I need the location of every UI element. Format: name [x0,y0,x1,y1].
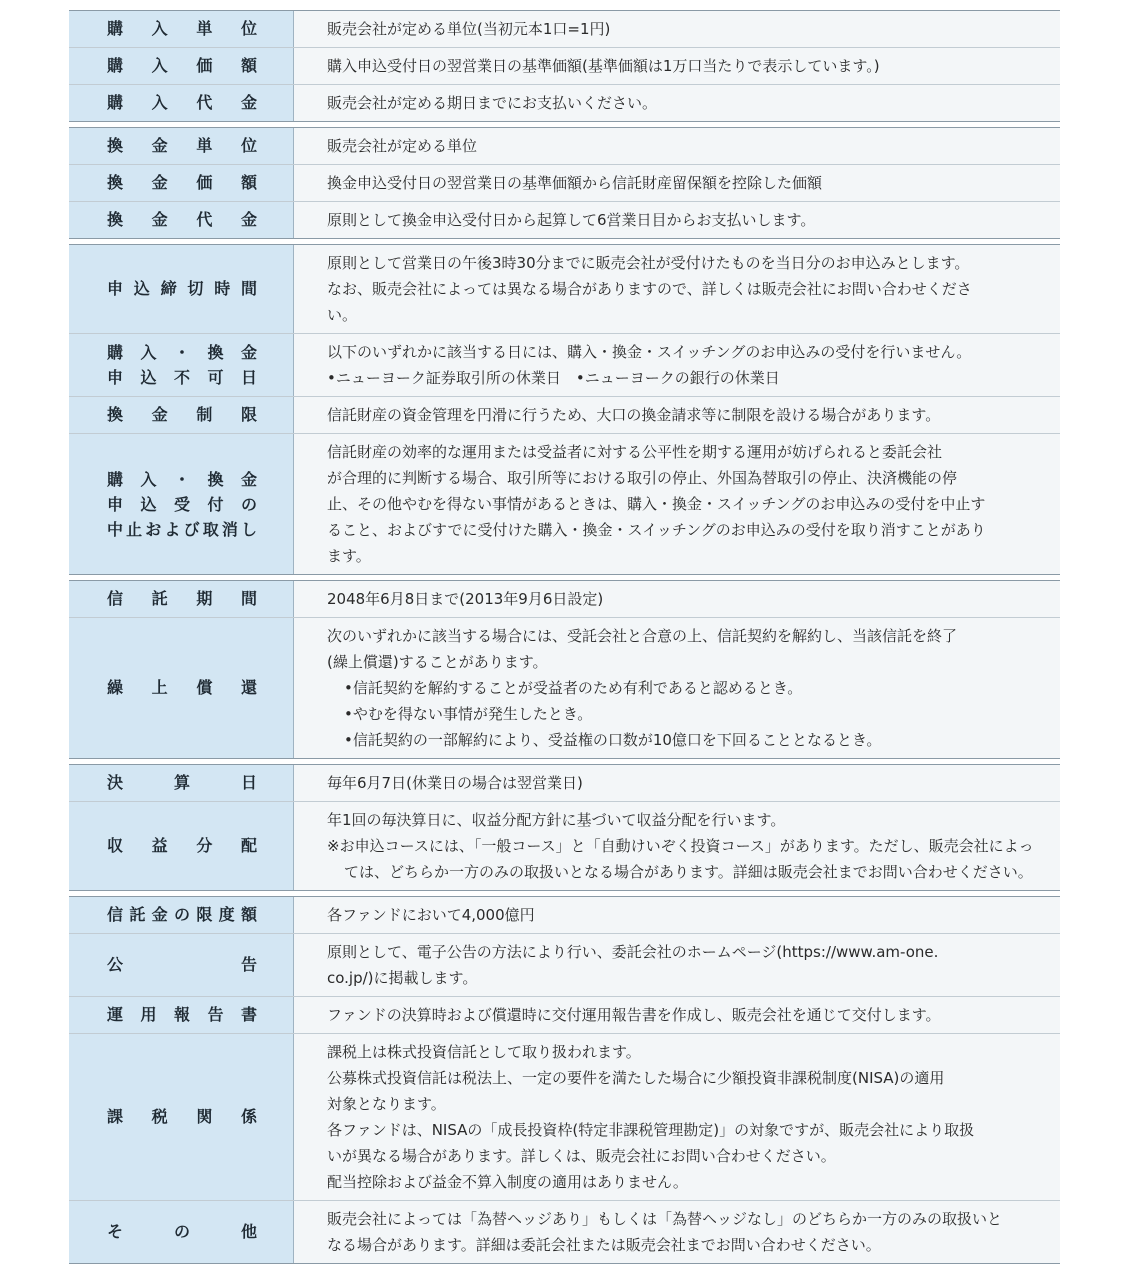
list-item: •やむを得ない事情が発生したとき。 [344,705,593,723]
row-content-line: 原則として営業日の午後3時30分までに販売会社が受付けたものを当日分のお申込みとします。 [327,254,970,272]
row-content [294,765,1060,801]
row-label-line: 購 入 代 金 [107,93,257,112]
row-content-line: 2048年6月8日まで(2013年9月6日設定) [327,590,604,608]
row-content [294,397,1060,433]
row-content [294,802,1060,890]
row-label [69,202,294,238]
row-content [294,202,1060,238]
row-content-line: 次のいずれかに該当する場合には、受託会社と合意の上、信託契約を解約し、当該信託を終了 [327,627,958,645]
row-content-line: 販売会社が定める単位(当初元本1口=1円) [327,20,611,38]
row-content [294,581,1060,617]
table-row [69,11,1060,48]
row-content-line: 換金申込受付日の翌営業日の基準価額から信託財産留保額を控除した価額 [327,174,823,192]
table-section [69,244,1060,575]
fund-terms-table [69,10,1060,1269]
row-content-line: なお、販売会社によっては異なる場合がありますので、詳しくは販売会社にお問い合わせくださ [327,280,972,298]
table-row [69,1034,1060,1201]
row-label [69,581,294,617]
row-content-line: 対象となります。 [327,1095,446,1113]
row-label-line: 換 金 価 額 [107,173,257,192]
row-label-line: そ の 他 [107,1222,257,1241]
row-note: ※お申込コースには、「一般コース」と「自動けいぞく投資コース」があります。ただし、販売会社によっては、どちらか一方のみの取扱いとなる場合があります。詳細は販売会社までお問い合わせください。 [327,837,1034,881]
row-label-line: 換 金 代 金 [107,210,257,229]
row-content-line: 各ファンドは、NISAの「成長投資枠(特定非課税管理勘定)」の対象ですが、販売会社により取扱 [327,1121,975,1139]
row-content [294,334,1060,396]
row-content [294,1201,1060,1263]
table-section [69,10,1060,122]
row-label [69,85,294,121]
row-content-line: •ニューヨーク証券取引所の休業日 •ニューヨークの銀行の休業日 [327,369,780,387]
row-content-line: 配当控除および益金不算入制度の適用はありません。 [327,1173,688,1191]
row-label-line: 申 込 受 付 の [107,494,257,514]
row-content-line: 止、その他やむを得ない事情があるときは、購入・換金・スイッチングのお申込みの受付を中止す [327,495,986,513]
row-label [69,934,294,996]
row-content-line: 年1回の毎決算日に、収益分配方針に基づいて収益分配を行います。 [327,811,786,829]
row-label [69,1034,294,1200]
table-section [69,580,1060,759]
table-section [69,127,1060,239]
row-content-line: 以下のいずれかに該当する日には、購入・換金・スイッチングのお申込みの受付を行いません。 [327,343,972,361]
table-row [69,434,1060,574]
row-label-line: 購 入 価 額 [107,56,257,75]
row-content [294,618,1060,758]
row-label-line: 収 益 分 配 [107,836,257,855]
table-row [69,334,1060,397]
row-content-line: 信託財産の効率的な運用または受益者に対する公平性を期する運用が妨げられると委託会社 [327,443,943,461]
row-content-line: 販売会社が定める期日までにお支払いください。 [327,94,658,112]
row-content-line: co.jp/)に掲載します。 [327,969,478,987]
row-content [294,245,1060,333]
row-label [69,245,294,333]
row-content-line: 課税上は株式投資信託として取り扱われます。 [327,1043,641,1061]
row-label-line: 決 算 日 [107,773,257,792]
row-label [69,11,294,47]
row-label [69,897,294,933]
row-content-line: 原則として、電子公告の方法により行い、委託会社のホームページ(https://www.am-one. [327,943,939,961]
table-row [69,897,1060,934]
table-row [69,128,1060,165]
table-row [69,765,1060,802]
row-content [294,128,1060,164]
row-label-line: 購 入 ・ 換 金 [107,469,257,489]
row-label-line: 公 告 [107,955,257,974]
table-row [69,997,1060,1034]
row-content-line: 原則として換金申込受付日から起算して6営業日目からお支払いします。 [327,211,816,229]
row-label [69,397,294,433]
row-content-line: (繰上償還)することがあります。 [327,653,548,671]
table-row [69,165,1060,202]
row-content-line: 販売会社が定める単位 [327,137,478,155]
table-row [69,245,1060,334]
row-label-line: 信 託 金 の 限 度 額 [107,905,257,924]
table-row [69,934,1060,997]
row-label [69,1201,294,1263]
table-row [69,48,1060,85]
row-label [69,334,294,396]
row-content [294,934,1060,996]
table-row [69,397,1060,434]
table-row [69,618,1060,758]
row-content [294,997,1060,1033]
row-label-line: 課 税 関 係 [107,1107,257,1126]
row-content-line: 各ファンドにおいて4,000億円 [327,906,535,924]
row-label-line: 申 込 不 可 日 [107,368,257,387]
row-label [69,128,294,164]
row-label-line: 換 金 制 限 [107,405,257,424]
table-row [69,1201,1060,1263]
row-content-line: いが異なる場合があります。詳しくは、販売会社にお問い合わせください。 [327,1147,836,1165]
row-content-line: 毎年6月7日(休業日の場合は翌営業日) [327,774,583,792]
table-row [69,802,1060,890]
row-content-line: 公募株式投資信託は税法上、一定の要件を満たした場合に少額投資非課税制度(NISA)の適用 [327,1069,945,1087]
row-label-line: 申 込 締 切 時 間 [107,279,257,298]
row-label-line: 購 入 単 位 [107,19,257,38]
row-content-line: ます。 [327,547,371,565]
row-label-line: 運 用 報 告 書 [107,1005,257,1024]
row-label-line: 購 入 ・ 換 金 [107,343,257,362]
row-content [294,1034,1060,1200]
row-label [69,618,294,758]
row-content-line: 購入申込受付日の翌営業日の基準価額(基準価額は1万口当たりで表示しています。) [327,57,880,75]
row-content-line: 販売会社によっては「為替ヘッジあり」もしくは「為替ヘッジなし」のどちらか一方のみの取扱いと [327,1210,1003,1228]
row-label [69,165,294,201]
row-label [69,434,294,574]
table-section [69,896,1060,1264]
row-content-line: が合理的に判断する場合、取引所等における取引の停止、外国為替取引の停止、決済機能の停 [327,469,958,487]
row-label [69,802,294,890]
row-content-line: 信託財産の資金管理を円滑に行うため、大口の換金請求等に制限を設ける場合があります。 [327,406,941,424]
row-content [294,165,1060,201]
row-content [294,434,1060,574]
table-row [69,581,1060,618]
row-content-line: い。 [327,306,358,324]
row-content [294,11,1060,47]
row-content [294,85,1060,121]
row-label-line: 信 託 期 間 [107,589,257,608]
row-label-line: 中 止 お よ び 取 消 し [107,519,257,539]
row-content-line: ファンドの決算時および償還時に交付運用報告書を作成し、販売会社を通じて交付します。 [327,1006,941,1024]
table-row [69,85,1060,121]
row-content-line: なる場合があります。詳細は委託会社または販売会社までお問い合わせください。 [327,1236,881,1254]
row-label [69,765,294,801]
list-item: •信託契約を解約することが受益者のため有利であると認めるとき。 [344,679,803,697]
list-item: •信託契約の一部解約により、受益権の口数が10億口を下回ることとなるとき。 [344,731,882,749]
row-content-line: ること、およびすでに受付けた購入・換金・スイッチングのお申込みの受付を取り消すことがあり [327,521,986,539]
row-label [69,48,294,84]
row-content [294,48,1060,84]
row-label [69,997,294,1033]
row-content [294,897,1060,933]
row-label-line: 換 金 単 位 [107,136,257,155]
row-label-line: 繰 上 償 還 [107,678,257,697]
table-section [69,764,1060,891]
table-row [69,202,1060,238]
